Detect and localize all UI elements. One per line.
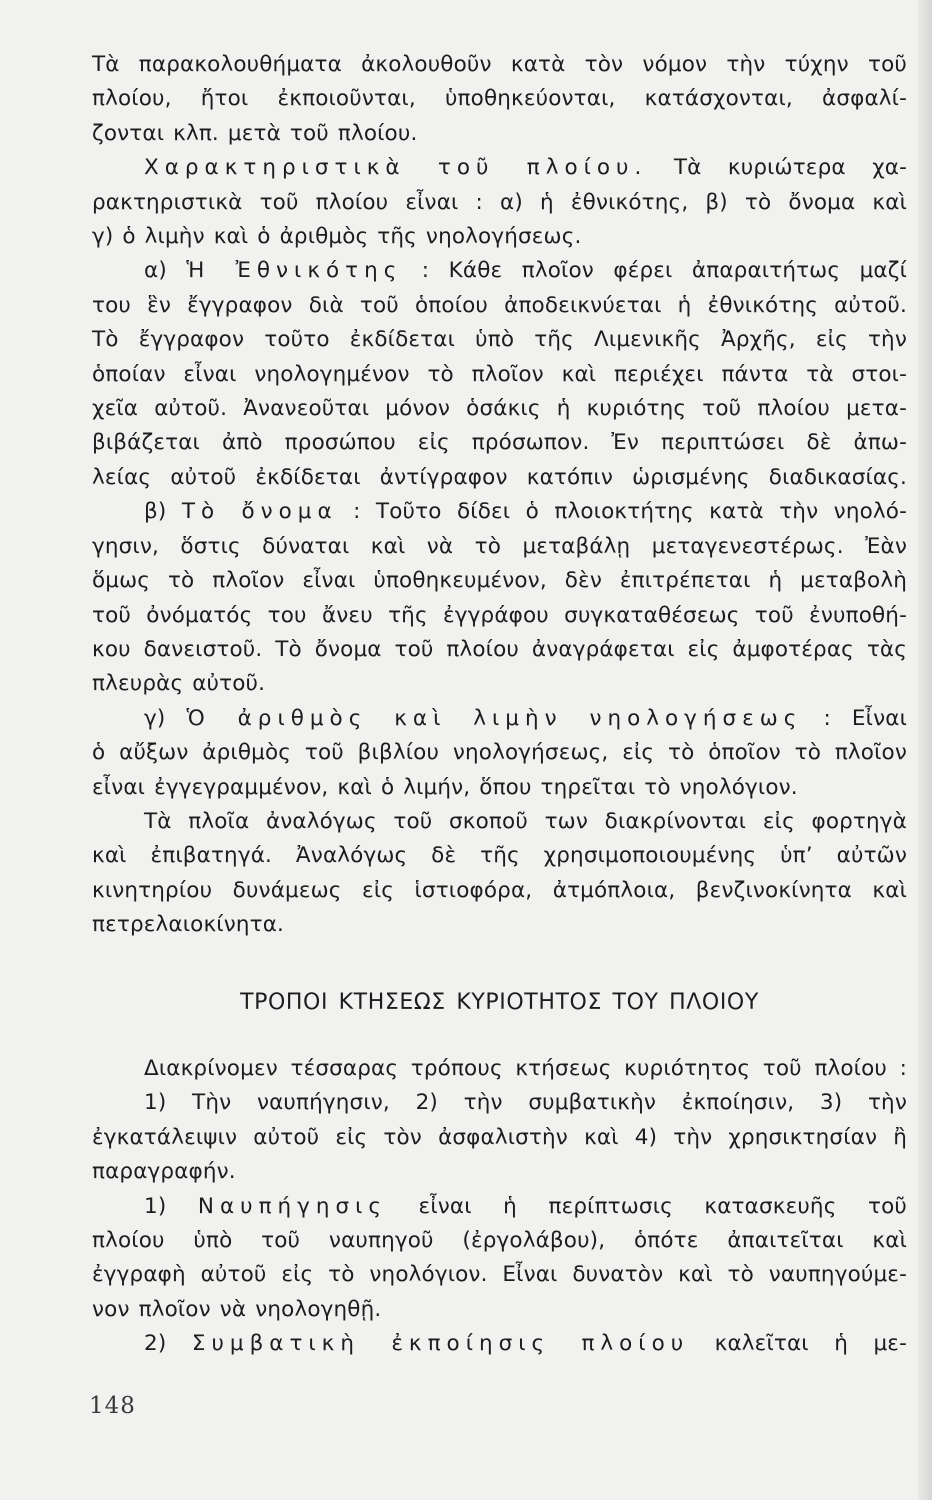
text-line: τοῦ ὀνόματός του ἄνευ τῆς ἐγγράφου συγκαταθέσεως τοῦ ἐνυποθή- (92, 602, 907, 628)
text-line (92, 702, 907, 736)
text-line (92, 254, 907, 288)
text-line: πλοίου, ἤτοι ἐκποιοῦνται, ὑποθηκεύονται, κατάσχονται, ἀσφαλί- (92, 86, 907, 112)
text-line: λείας αὐτοῦ ἐκδίδεται ἀντίγραφον κατόπιν ὡρισμένης διαδικασίας. (92, 464, 907, 490)
spaced-term: Ναυπήγησις (197, 1193, 388, 1219)
enumeration-label: 2) (144, 1331, 192, 1357)
enumeration-label: γ) (144, 705, 187, 731)
text-line: του ἓν ἔγγραφον διὰ τοῦ ὁποίου ἀποδεικνύεται ἡ ἐθνικότης αὐτοῦ. (92, 292, 907, 318)
section-heading: ΤΡΟΠΟΙ ΚΤΗΣΕΩΣ ΚΥΡΙΟΤΗΤΟΣ ΤΟΥ ΠΛΟΙΟΥ (240, 990, 759, 1015)
spaced-term: Ὁ ἀριθμὸς καὶ λιμὴν νηολογήσεως (186, 705, 803, 731)
text-line: κου δανειστοῦ. Τὸ ὄνομα τοῦ πλοίου ἀναγράφεται εἰς ἀμφοτέρας τὰς (92, 636, 907, 662)
text-line (92, 1327, 907, 1361)
text-line: πλοίου ὑπὸ τοῦ ναυπηγοῦ (ἐργολάβου), ὁπότε ἀπαιτεῖται καὶ (92, 1228, 907, 1254)
spaced-term: Χαρακτηριστικὰ τοῦ πλοίου. (144, 155, 648, 181)
line-rest: : Κάθε πλοῖον φέρει ἀπαραιτήτως μαζί (402, 258, 907, 284)
spaced-term: Συμβατικὴ ἐκποίησις πλοίου (191, 1331, 690, 1357)
line-rest: εἶναι ἡ περίπτωσις κατασκευῆς τοῦ (387, 1193, 907, 1219)
text-line (92, 495, 907, 529)
text-line: 1) Τὴν ναυπήγησιν, 2) τὴν συμβατικὴν ἐκποίησιν, 3) τὴν (144, 1090, 907, 1116)
text-line: ὁποίαν εἶναι νηολογημένον τὸ πλοῖον καὶ περιέχει πάντα τὰ στοι- (92, 361, 907, 387)
text-line: πετρελαιοκίνητα. (92, 912, 285, 938)
spaced-term: Τὸ ὄνομα (181, 499, 338, 525)
page-edge-shadow (918, 0, 932, 1500)
text-line: νον πλοῖον νὰ νηολογηθῇ. (92, 1296, 382, 1322)
text-line: ζονται κλπ. μετὰ τοῦ πλοίου. (92, 120, 418, 146)
text-line: Τὰ πλοῖα ἀναλόγως τοῦ σκοποῦ των διακρίνονται εἰς φορτηγὰ (144, 808, 907, 834)
text-line (92, 1190, 907, 1224)
enumeration-label: β) (144, 499, 182, 525)
text-line: γ) ὁ λιμὴν καὶ ὁ ἀριθμὸς τῆς νηολογήσεως. (92, 224, 582, 250)
text-line: Διακρίνομεν τέσσαρας τρόπους κτήσεως κυριότητος τοῦ πλοίου : (144, 1056, 907, 1081)
text-line: Τὰ παρακολουθήματα ἀκολουθοῦν κατὰ τὸν νόμον τὴν τύχην τοῦ (92, 52, 907, 77)
spaced-term: Ἡ Ἐθνικότης (186, 258, 403, 284)
text-block-ownership-modes (92, 1052, 907, 1362)
text-line: παραγραφήν. (92, 1159, 236, 1185)
enumeration-label: α) (144, 258, 187, 284)
line-rest: : Εἶναι (802, 705, 907, 731)
text-line: εἶναι ἐγγεγραμμένον, καὶ ὁ λιμήν, ὅπου τηρεῖται τὸ νηολόγιον. (92, 774, 798, 800)
text-line: γησιν, ὅστις δύναται καὶ νὰ τὸ μεταβάλῃ μεταγενεστέρως. Ἐὰν (92, 533, 907, 559)
enumeration-label: 1) (144, 1193, 198, 1219)
text-block-ship-characteristics (92, 48, 907, 943)
text-line: ὁ αὔξων ἀριθμὸς τοῦ βιβλίου νηολογήσεως, εἰς τὸ ὁποῖον τὸ πλοῖον (92, 740, 907, 766)
text-line: πλευρὰς αὐτοῦ. (92, 671, 266, 697)
text-line: χεῖα αὐτοῦ. Ἀνανεοῦται μόνον ὁσάκις ἡ κυριότης τοῦ πλοίου μετα- (92, 396, 907, 422)
line-rest: Τὰ κυριώτερα χα- (647, 155, 907, 181)
text-line: κινητηρίου δυνάμεως εἰς ἱστιοφόρα, ἀτμόπλοια, βενζινοκίνητα καὶ (92, 877, 907, 903)
page-number: 148 (89, 1393, 136, 1419)
text-line: Τὸ ἔγγραφον τοῦτο ἐκδίδεται ὑπὸ τῆς Λιμενικῆς Ἀρχῆς, εἰς τὴν (92, 327, 907, 353)
text-line: καὶ ἐπιβατηγά. Ἀναλόγως δὲ τῆς χρησιμοποιουμένης ὑπ’ αὐτῶν (92, 843, 907, 869)
text-line (92, 151, 907, 185)
text-line: ρακτηριστικὰ τοῦ πλοίου εἶναι : α) ἡ ἐθνικότης, β) τὸ ὄνομα καὶ (92, 189, 907, 215)
line-rest: καλεῖται ἡ με- (689, 1331, 907, 1357)
text-line: ἐγγραφὴ αὐτοῦ εἰς τὸ νηολόγιον. Εἶναι δυνατὸν καὶ τὸ ναυπηγούμε- (92, 1262, 907, 1288)
text-line: ὅμως τὸ πλοῖον εἶναι ὑποθηκευμένον, δὲν ἐπιτρέπεται ἡ μεταβολὴ (92, 568, 907, 594)
text-line: ἐγκατάλειψιν αὐτοῦ εἰς τὸν ἀσφαλιστὴν καὶ 4) τὴν χρησικτησίαν ἢ (92, 1124, 907, 1150)
text-line: βιβάζεται ἀπὸ προσώπου εἰς πρόσωπον. Ἐν περιπτώσει δὲ ἀπω- (92, 430, 907, 456)
line-rest: : Τοῦτο δίδει ὁ πλοιοκτήτης κατὰ τὴν νηολό- (337, 499, 908, 525)
